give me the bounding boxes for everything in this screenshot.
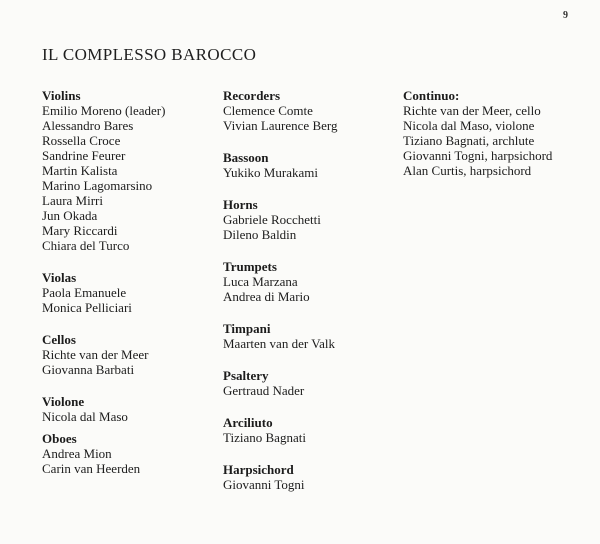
member-name: Giovanni Togni	[223, 477, 305, 492]
member-name: Monica Pelliciari	[42, 300, 132, 315]
member-name: Richte van der Meer, cello	[403, 103, 541, 118]
section-violins	[42, 88, 217, 253]
section-heading: Violas	[42, 270, 77, 285]
member-name: Paola Emanuele	[42, 285, 127, 300]
member-name: Tiziano Bagnati, archlute	[403, 133, 535, 148]
member-name: Yukiko Murakami	[223, 165, 318, 180]
section-continuo	[403, 88, 593, 178]
member-name: Giovanni Togni, harpsichord	[403, 148, 553, 163]
column-3	[403, 88, 593, 195]
section-heading: Psaltery	[223, 368, 269, 383]
section-cellos	[42, 332, 217, 377]
section-bassoon	[223, 150, 398, 180]
member-name: Nicola dal Maso, violone	[403, 118, 535, 133]
column-2	[223, 88, 398, 509]
member-name: Dileno Baldin	[223, 227, 297, 242]
section-trumpets	[223, 259, 398, 304]
section-heading: Trumpets	[223, 259, 277, 274]
section-heading: Arciliuto	[223, 415, 273, 430]
member-name: Alessandro Bares	[42, 118, 134, 133]
member-name: Giovanna Barbati	[42, 362, 135, 377]
member-name: Luca Marzana	[223, 274, 298, 289]
section-psaltery	[223, 368, 398, 398]
section-heading: Harpsichord	[223, 462, 294, 477]
member-name: Marino Lagomarsino	[42, 178, 153, 193]
section-violas	[42, 270, 217, 315]
section-heading: Oboes	[42, 431, 77, 446]
section-heading: Recorders	[223, 88, 281, 103]
section-heading: Violins	[42, 88, 81, 103]
member-name: Mary Riccardi	[42, 223, 118, 238]
section-heading: Violone	[42, 394, 85, 409]
page-title: IL COMPLESSO BAROCCO	[42, 45, 257, 64]
section-heading: Continuo:	[403, 88, 460, 103]
section-heading: Cellos	[42, 332, 76, 347]
member-name: Alan Curtis, harpsichord	[403, 163, 532, 178]
member-name: Gertraud Nader	[223, 383, 305, 398]
section-arciliuto	[223, 415, 398, 445]
section-heading: Timpani	[223, 321, 271, 336]
section-harpsichord	[223, 462, 398, 492]
member-name: Sandrine Feurer	[42, 148, 126, 163]
member-name: Nicola dal Maso	[42, 409, 128, 424]
member-name: Tiziano Bagnati	[223, 430, 306, 445]
member-name: Andrea Mion	[42, 446, 112, 461]
member-name: Chiara del Turco	[42, 238, 130, 253]
member-name: Clemence Comte	[223, 103, 313, 118]
member-name: Carin van Heerden	[42, 461, 141, 476]
section-heading: Bassoon	[223, 150, 269, 165]
section-oboes	[42, 431, 217, 476]
section-recorders	[223, 88, 398, 133]
member-name: Laura Mirri	[42, 193, 104, 208]
member-name: Jun Okada	[42, 208, 98, 223]
member-name: Andrea di Mario	[223, 289, 310, 304]
member-name: Rossella Croce	[42, 133, 121, 148]
member-name: Gabriele Rocchetti	[223, 212, 321, 227]
section-horns	[223, 197, 398, 242]
page-number: 9	[563, 10, 568, 21]
member-name: Martin Kalista	[42, 163, 118, 178]
member-name: Maarten van der Valk	[223, 336, 336, 351]
member-name: Vivian Laurence Berg	[223, 118, 338, 133]
member-name: Emilio Moreno (leader)	[42, 103, 166, 118]
member-name: Richte van der Meer	[42, 347, 149, 362]
column-1	[42, 88, 217, 493]
section-heading: Horns	[223, 197, 258, 212]
section-violone	[42, 394, 217, 424]
section-timpani	[223, 321, 398, 351]
